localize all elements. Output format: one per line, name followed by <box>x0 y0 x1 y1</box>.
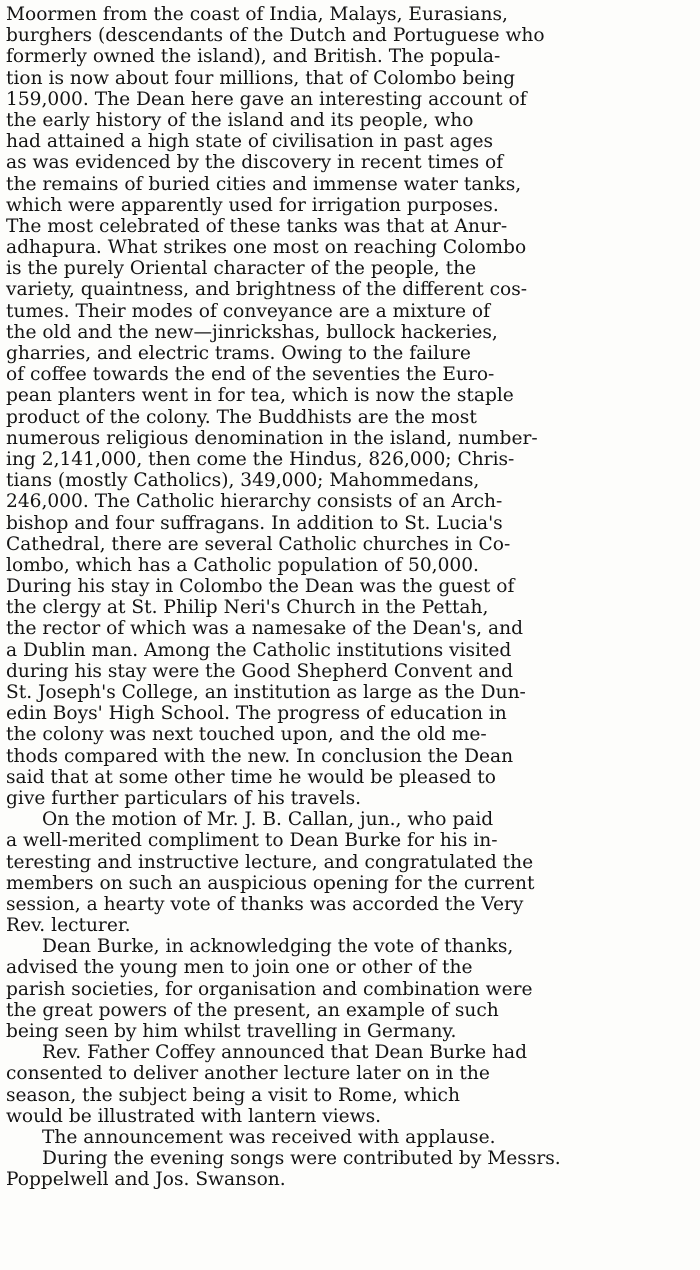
article-line: bishop and four suffragans. In addition to St. Lucia's <box>6 512 503 534</box>
article-line: Rev. lecturer. <box>6 915 131 937</box>
article-line: had attained a high state of civilisation in past ages <box>6 131 494 153</box>
article-line: the remains of buried cities and immense water tanks, <box>6 173 522 195</box>
paragraph-start-line: During the evening songs were contributed by Messrs. <box>42 1148 561 1170</box>
article-line: being seen by him whilst travelling in Germany. <box>6 1021 457 1042</box>
article-line: variety, quaintness, and brightness of the different cos- <box>6 279 528 301</box>
article-line: gharries, and electric trams. Owing to the failure <box>6 343 471 364</box>
article-line: a well-merited compliment to Dean Burke for his in- <box>6 830 498 852</box>
article-line: give further particulars of his travels. <box>6 787 362 809</box>
paragraph-start-line: On the motion of Mr. J. B. Callan, jun., who paid <box>42 809 494 831</box>
article-line: said that at some other time he would be pleased to <box>6 766 496 788</box>
article-column <box>6 4 696 1191</box>
article-line: members on such an auspicious opening for the current <box>6 872 535 894</box>
article-line: during his stay were the Good Shepherd Convent and <box>6 660 514 682</box>
article-line: During his stay in Colombo the Dean was the guest of <box>6 576 515 598</box>
article-line: the rector of which was a namesake of the Dean's, and <box>6 618 523 640</box>
article-line: lombo, which has a Catholic population of 50,000. <box>6 554 479 576</box>
article-line: as was evidenced by the discovery in recent times of <box>6 152 504 174</box>
article-line: the great powers of the present, an example of such <box>6 999 499 1021</box>
article-line: product of the colony. The Buddhists are the most <box>6 406 477 428</box>
article-line: tion is now about four millions, that of Colombo being <box>6 67 516 89</box>
article-line: Cathedral, there are several Catholic churches in Co- <box>6 533 511 555</box>
paragraph-start-line: The announcement was received with applause. <box>42 1126 496 1148</box>
article-line: tians (mostly Catholics), 349,000; Mahommedans, <box>6 470 480 492</box>
article-line: of coffee towards the end of the seventies the Euro- <box>6 364 495 386</box>
article-line: ing 2,141,000, then come the Hindus, 826,000; Chris- <box>6 448 515 470</box>
article-line: 159,000. The Dean here gave an interesting account of <box>6 88 527 110</box>
article-line: Moormen from the coast of India, Malays, Eurasians, <box>6 4 508 25</box>
article-line: session, a hearty vote of thanks was accorded the Very <box>6 893 524 915</box>
article-line: consented to deliver another lecture later on in the <box>6 1063 490 1085</box>
paragraph-start-line: Rev. Father Coffey announced that Dean Burke had <box>42 1042 528 1064</box>
article-line: the clergy at St. Philip Neri's Church in the Pettah, <box>6 597 489 619</box>
article-line: The most celebrated of these tanks was that at Anur- <box>6 215 508 237</box>
article-line: is the purely Oriental character of the people, the <box>6 258 477 280</box>
article-line: would be illustrated with lantern views. <box>6 1105 382 1127</box>
article-line: tumes. Their modes of conveyance are a mixture of <box>6 300 491 322</box>
article-line: burghers (descendants of the Dutch and Portuguese who <box>6 25 545 47</box>
article-line: thods compared with the new. In conclusion the Dean <box>6 745 514 767</box>
article-line: which were apparently used for irrigation purposes. <box>6 194 499 216</box>
paragraph-start-line: Dean Burke, in acknowledging the vote of thanks, <box>42 936 514 958</box>
article-line: a Dublin man. Among the Catholic institutions visited <box>6 639 512 661</box>
article-line: pean planters went in for tea, which is now the staple <box>6 385 514 407</box>
article-line: the early history of the island and its people, who <box>6 109 474 131</box>
article-line: adhapura. What strikes one most on reaching Colombo <box>6 237 527 259</box>
article-line: formerly owned the island), and British. The popula- <box>6 46 501 68</box>
article-line: parish societies, for organisation and combination were <box>6 978 533 1000</box>
article-line: 246,000. The Catholic hierarchy consists of an Arch- <box>6 491 503 513</box>
article-line: Poppelwell and Jos. Swanson. <box>6 1169 286 1191</box>
article-line: numerous religious denomination in the island, number- <box>6 427 538 449</box>
article-line: season, the subject being a visit to Rome, which <box>6 1084 460 1106</box>
article-line: St. Joseph's College, an institution as large as the Dun- <box>6 682 526 703</box>
article-line: edin Boys' High School. The progress of education in <box>6 703 507 725</box>
article-line: advised the young men to join one or other of the <box>6 957 473 979</box>
article-line: the colony was next touched upon, and the old me- <box>6 724 487 746</box>
article-line: teresting and instructive lecture, and congratulated the <box>6 851 534 873</box>
article-line: the old and the new—jinrickshas, bullock hackeries, <box>6 321 498 343</box>
